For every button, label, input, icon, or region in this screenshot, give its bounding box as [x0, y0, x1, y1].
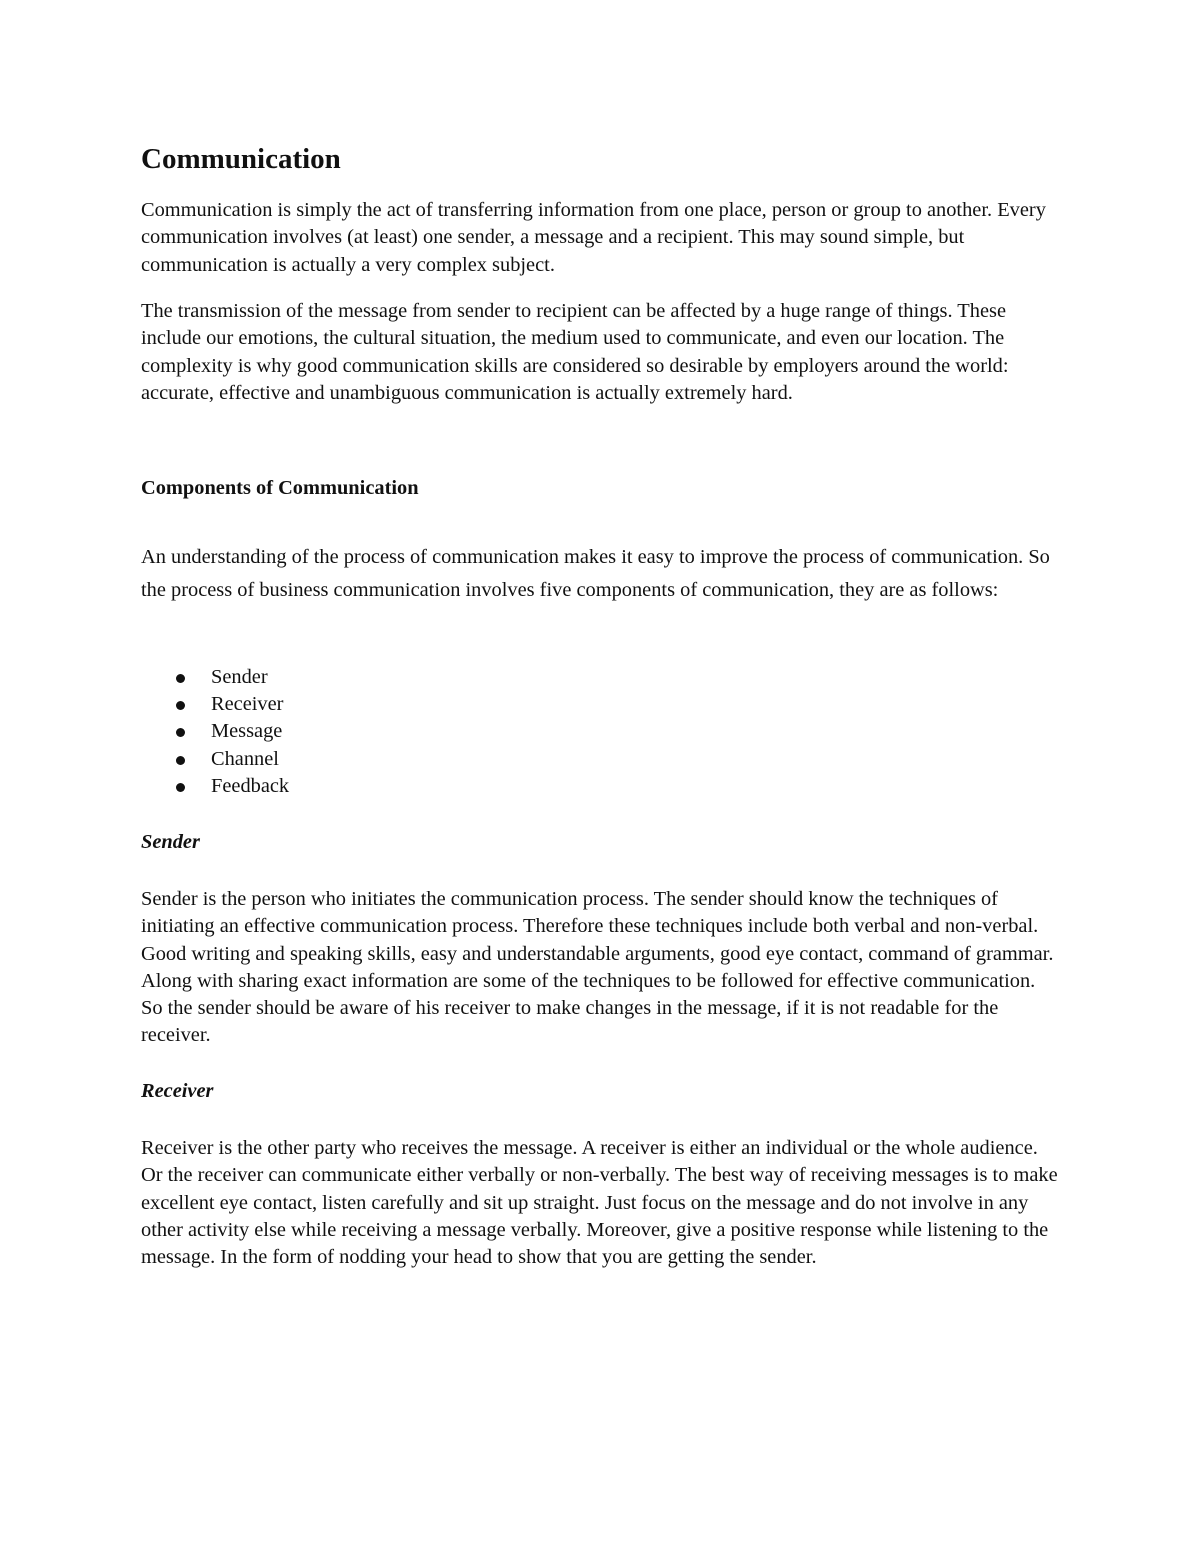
list-item-label: Sender — [211, 666, 268, 688]
list-item-label: Message — [211, 720, 283, 743]
receiver-heading: Receiver — [141, 1080, 214, 1102]
list-item — [141, 746, 289, 773]
components-heading: Components of Communication — [141, 477, 419, 499]
bullet-icon — [176, 674, 185, 683]
list-item — [141, 664, 289, 691]
receiver-paragraph: Receiver is the other party who receives the message. A receiver is either an individual or the whole audience. Or the receiver can communicate either verbally or non-verbally. The best way of receiving messages is to make excellent eye contact, listen carefully and sit up straight. Just focus on the message and do not involve in any other activity else while receiving a message verbally. Moreover, give a positive response while listening to the message. In the form of nodding your head to show that you are getting the sender. — [141, 1137, 1058, 1269]
components-list — [141, 664, 289, 800]
list-item-label: Channel — [211, 747, 279, 770]
bullet-icon — [176, 783, 185, 792]
list-item-label: Receiver — [211, 693, 284, 716]
bullet-icon — [176, 701, 185, 710]
sender-heading: Sender — [141, 831, 200, 853]
list-item — [141, 773, 289, 800]
list-item — [141, 691, 289, 718]
intro-paragraph-1: Communication is simply the act of transferring information from one place, person or group to another. Every communication involves (at least) one sender, a message and a recipient. This may sound simple, but communication is actually a very complex subject. — [141, 199, 1046, 276]
bullet-icon — [176, 756, 185, 765]
intro-paragraph-2: The transmission of the message from sender to recipient can be affected by a huge range of things. These include our emotions, the cultural situation, the medium used to communicate, and even our location. The complexity is why good communication skills are considered so desirable by employers around the world: accurate, effective and unambiguous communication is actually extremely hard. — [141, 300, 1009, 404]
bullet-icon — [176, 728, 185, 737]
components-paragraph: An understanding of the process of communication makes it easy to improve the process of communication. So the process of business communication involves five components of communication, they are as follows: — [141, 546, 1050, 601]
list-item-label: Feedback — [211, 774, 290, 797]
sender-paragraph: Sender is the person who initiates the communication process. The sender should know the techniques of initiating an effective communication process. Therefore these techniques include both verbal and non-verbal. Good writing and speaking skills, easy and understandable arguments, good eye contact, command of grammar. Along with sharing exact information are some of the techniques to be followed for effective communication. So the sender should be aware of his receiver to make changes in the message, if it is not readable for the receiver. — [141, 888, 1054, 1047]
list-item — [141, 718, 289, 745]
document-title: Communication — [141, 143, 341, 175]
